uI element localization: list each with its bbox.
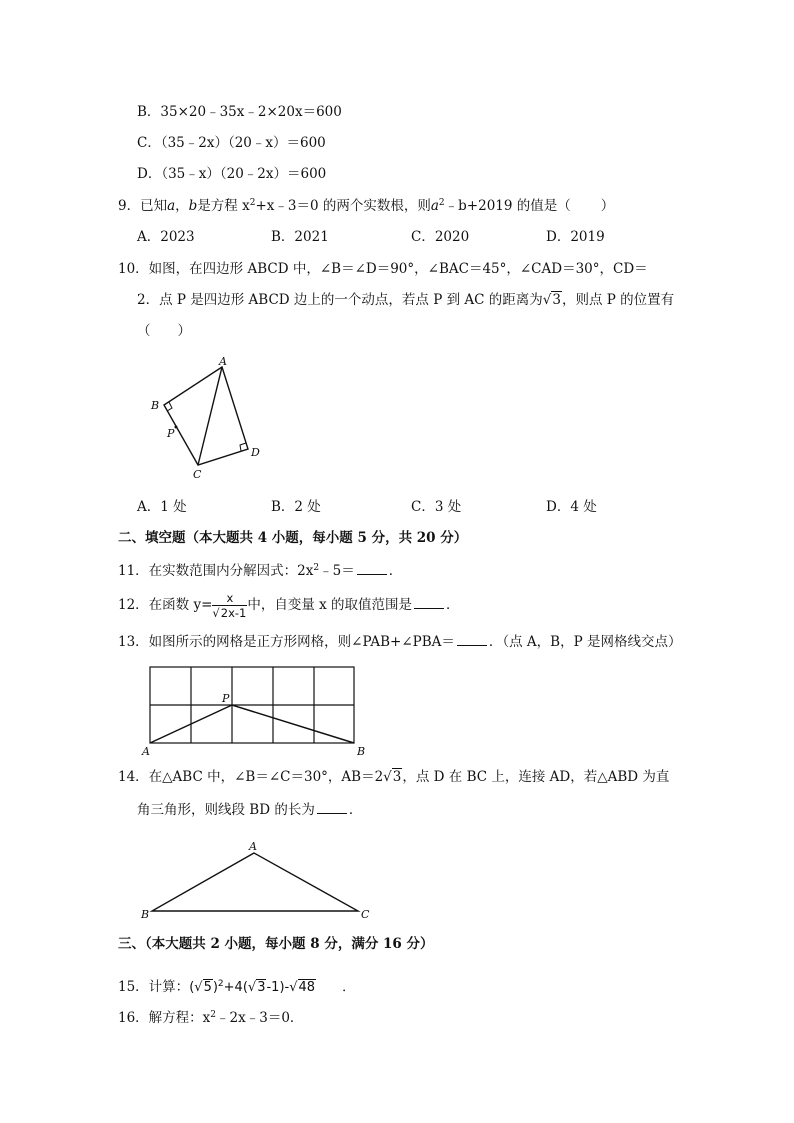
q14-sqrt-sign: √ — [383, 769, 392, 785]
q15-mid: +4( — [223, 980, 248, 995]
q9-exp: 2 — [249, 198, 256, 208]
q10-label-b: B — [151, 399, 160, 412]
q14-label-a: A — [249, 840, 257, 853]
q15-end: ． — [342, 980, 356, 995]
q9-var-a: a — [167, 198, 176, 214]
q14-sqrt-value: 3 — [392, 769, 402, 785]
q12-post: 中，自变量 x 的取值范围是 — [247, 597, 413, 613]
q15-radicand-3: 48 — [298, 980, 316, 995]
q12-answer-blank[interactable] — [414, 596, 444, 609]
q10-option-a: A．1 处 — [137, 499, 187, 515]
q15-sqrt-sign-1: √ — [194, 980, 203, 995]
q11-answer-blank[interactable] — [357, 562, 387, 575]
q9-option-d: D．2019 — [546, 229, 605, 245]
q8-option-d: D．（35﹣x）（20﹣2x）＝600 — [137, 166, 327, 182]
q12-numerator: x — [212, 591, 247, 606]
q15-exp: 2 — [217, 979, 224, 989]
q9-mid: 是方程 x — [197, 198, 250, 214]
q10-quad-outline — [164, 367, 248, 465]
q14-post: ，点 D 在 BC 上，连接 AD，若△ABD 为直 — [402, 769, 670, 785]
q11-end: ． — [388, 563, 403, 579]
q12-sqrt-sign: √ — [212, 606, 220, 620]
q13-answer-blank[interactable] — [457, 633, 487, 646]
q13-grid-lines — [150, 667, 354, 743]
section2-title: 二、填空题（本大题共 4 小题，每小题 5 分，共 20 分） — [118, 530, 468, 546]
q11-exp: 2 — [313, 563, 320, 573]
q14-line1 — [118, 768, 669, 786]
q13-grid-figure — [140, 665, 370, 757]
q13-triangle-sides — [150, 705, 354, 743]
q12-denominator — [212, 606, 247, 620]
q9-end: ﹣b+2019 的值是（ — [444, 198, 571, 214]
q9-number: 9． — [118, 198, 141, 214]
q14-pre: 14．在△ABC 中，∠B＝∠C＝30°，AB＝2 — [118, 769, 384, 785]
q14-triangle — [152, 853, 358, 911]
q14-label-b: B — [141, 908, 150, 921]
q15-paren-close: ) — [212, 980, 218, 995]
q10-label-d: D — [251, 446, 260, 459]
q16-pre: 16．解方程：x — [118, 1010, 211, 1026]
q15-radicand-2: 3 — [257, 980, 266, 995]
q11-post: ﹣5＝ — [319, 563, 355, 579]
q14-triangle-figure — [140, 838, 380, 923]
q10-option-c: C．3 处 — [411, 499, 462, 515]
q13-text: 13．如图所示的网格是正方形网格，则∠PAB+∠PBA＝ — [118, 634, 455, 650]
q10-point-p — [175, 426, 178, 429]
q14-line2-text: 角三角形，则线段 BD 的长为 — [137, 802, 315, 818]
q10-label-p: P — [167, 427, 175, 440]
q14-line2 — [137, 801, 362, 819]
q8-option-b: B．35×20﹣35x﹣2×20x＝600 — [137, 104, 342, 120]
q9-exp2: 2 — [438, 198, 445, 208]
q11-stem — [118, 562, 402, 580]
q10-line2a: 2．点 P 是四边形 ABCD 边上的一个动点，若点 P 到 AC 的距离为 — [137, 292, 543, 308]
q10-quadrilateral-figure — [140, 355, 270, 480]
q13-label-b: B — [357, 745, 366, 758]
q13-label-p: P — [222, 692, 230, 705]
q10-label-a: A — [219, 355, 227, 368]
q12-pre: 12．在函数 y= — [118, 597, 213, 613]
q10-option-b: B．2 处 — [271, 499, 321, 515]
q9-close: ） — [600, 198, 615, 214]
q14-label-c: C — [361, 908, 370, 921]
q15-stem — [118, 978, 355, 997]
q10-label-c: C — [193, 468, 202, 481]
q9-stem — [118, 197, 614, 215]
q10-sqrt-value: 3 — [552, 292, 561, 308]
q15-radicand-1: 5 — [203, 980, 212, 995]
q10-option-d: D．4 处 — [546, 499, 597, 515]
q9-mid2: +x﹣3＝0 的两个实数根，则 — [255, 198, 431, 214]
q10-answer-paren[interactable]: （ ） — [137, 323, 191, 339]
q9-var-a2: a — [430, 198, 439, 214]
q9-option-c: C．2020 — [411, 229, 470, 245]
q16-exp: 2 — [210, 1010, 217, 1020]
q9-var-b: b — [188, 198, 198, 214]
q10-line1: 10．如图，在四边形 ABCD 中，∠B＝∠D＝90°，∠BAC＝45°，∠CAD＝30°，CD＝ — [118, 261, 648, 277]
q12-stem — [118, 588, 460, 622]
q12-radicand: 2x-1 — [220, 606, 247, 620]
q10-sqrt-sign: √ — [542, 292, 552, 308]
q16-stem — [118, 1009, 303, 1027]
q15-sqrt-sign-2: √ — [247, 980, 257, 995]
q9-option-a: A．2023 — [137, 229, 195, 245]
q9-pre: 已知 — [140, 198, 168, 214]
section3-title: 三、（本大题共 2 小题，每小题 8 分，满分 16 分） — [118, 936, 434, 952]
q8-option-c: C．（35﹣2x）（20﹣x）＝600 — [137, 135, 326, 151]
q9-comma: ， — [175, 198, 189, 214]
q10-diagonal-ac — [198, 367, 222, 465]
q11-pre: 11．在实数范围内分解因式：2x — [118, 563, 314, 579]
q15-mid2: -1)- — [266, 980, 290, 995]
q15-pre: 15．计算： — [118, 979, 190, 995]
q13-label-a: A — [142, 745, 150, 758]
q13-tail: ．（点 A，B，P 是网格线交点） — [488, 634, 682, 650]
q12-fraction — [212, 591, 247, 620]
q16-post: ﹣2x﹣3＝0． — [216, 1010, 304, 1026]
q9-option-b: B．2021 — [271, 229, 329, 245]
q13-stem — [118, 633, 681, 651]
q15-sqrt-sign-3: √ — [289, 980, 298, 995]
q14-answer-blank[interactable] — [317, 801, 347, 814]
q10-line2 — [137, 291, 674, 309]
q14-end: ． — [348, 802, 363, 818]
q12-end: ． — [446, 597, 460, 613]
q10-line2b: ，则点 P 的位置有 — [561, 292, 675, 308]
q15-paren-open: ( — [189, 980, 195, 995]
